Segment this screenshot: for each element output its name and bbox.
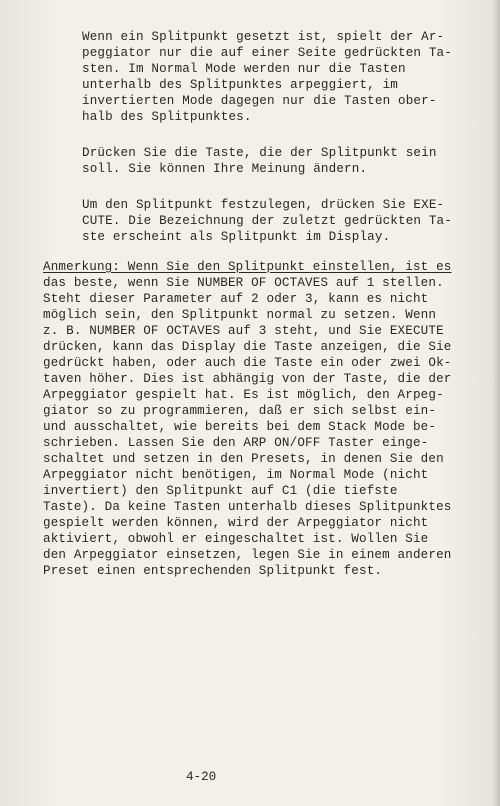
note-line: möglich sein, den Splitpunkt normal zu setzen. Wenn (43, 308, 437, 322)
body-line: Wenn ein Splitpunkt gesetzt ist, spielt der Ar- (82, 30, 445, 44)
note-line: Anmerkung: Wenn Sie den Splitpunkt einstellen, ist es (43, 260, 452, 274)
page-spine-shadow (492, 0, 500, 806)
note-line: das beste, wenn Sie NUMBER OF OCTAVES auf 1 stellen. (43, 276, 444, 290)
note-line: Taste). Da keine Tasten unterhalb dieses Splitpunktes (43, 500, 452, 514)
note-line: schrieben. Lassen Sie den ARP ON/OFF Taster einge- (43, 436, 429, 450)
note-line: gespielt werden können, wird der Arpeggiator nicht (43, 516, 429, 530)
body-line: unterhalb des Splitpunktes arpeggiert, im (82, 78, 399, 92)
body-line: Um den Splitpunkt festzulegen, drücken Sie EXE- (82, 198, 445, 212)
note-line: den Arpeggiator einsetzen, legen Sie in einem anderen (43, 548, 452, 562)
note-line: Preset einen entsprechenden Splitpunkt fest. (43, 564, 383, 578)
note-line: aktiviert, obwohl er eingeschaltet ist. Wollen Sie (43, 532, 429, 546)
note-line: drücken, kann das Display die Taste anzeigen, die Sie (43, 340, 452, 354)
body-line: halb des Splitpunktes. (82, 110, 252, 124)
body-line: peggiator nur die auf einer Seite gedrückten Ta- (82, 46, 452, 60)
note-line: z. B. NUMBER OF OCTAVES auf 3 steht, und Sie EXECUTE (43, 324, 444, 338)
note-line: invertiert) den Splitpunkt auf C1 (die tiefste (43, 484, 398, 498)
body-line: invertierten Mode dagegen nur die Tasten ober- (82, 94, 437, 108)
body-line: ste erscheint als Splitpunkt im Display. (82, 230, 391, 244)
body-line: Drücken Sie die Taste, die der Splitpunkt sein (82, 146, 437, 160)
body-line: sten. Im Normal Mode werden nur die Tasten (82, 62, 406, 76)
note-line: schaltet und setzen in den Presets, in denen Sie den (43, 452, 444, 466)
body-line: CUTE. Die Bezeichnung der zuletzt gedrückten Ta- (82, 214, 452, 228)
note-line: Arpeggiator gespielt hat. Es ist möglich, den Arpeg- (43, 388, 444, 402)
note-line: taven höher. Dies ist abhängig von der Taste, die der (43, 372, 452, 386)
note-line: giator so zu programmieren, daß er sich selbst ein- (43, 404, 437, 418)
body-line: soll. Sie können Ihre Meinung ändern. (82, 162, 368, 176)
page-number: 4-20 (186, 770, 217, 784)
note-line: gedrückt haben, oder auch die Taste ein oder zwei Ok- (43, 356, 452, 370)
note-line: und ausschaltet, wie bereits bei dem Stack Mode be- (43, 420, 437, 434)
note-line: Arpeggiator nicht benötigen, im Normal Mode (nicht (43, 468, 429, 482)
note-line: Steht dieser Parameter auf 2 oder 3, kann es nicht (43, 292, 429, 306)
